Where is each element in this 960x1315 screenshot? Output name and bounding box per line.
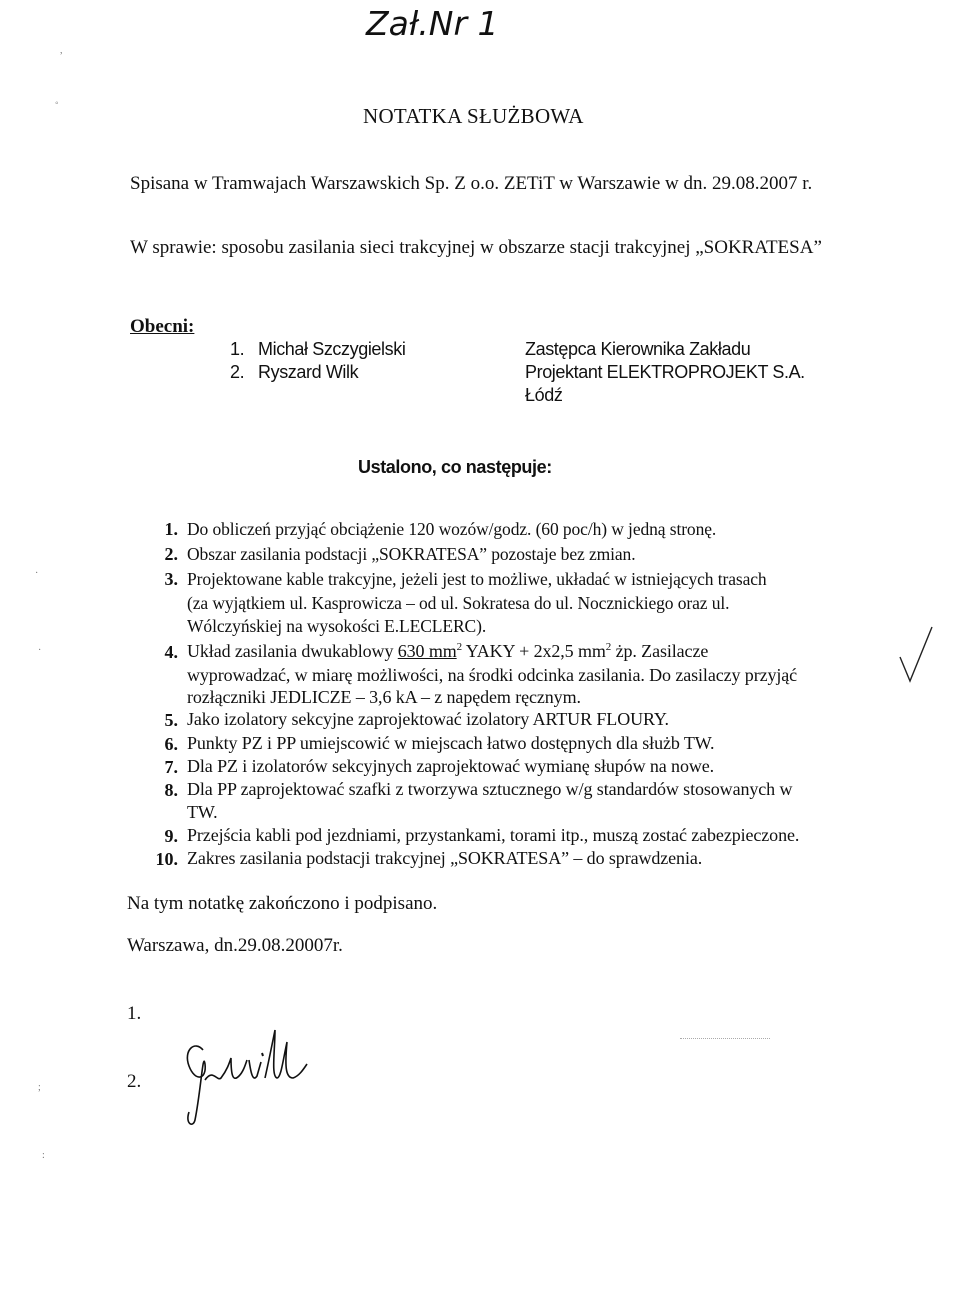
present-person-number: 1.	[230, 339, 245, 359]
list-item-number: 6.	[164, 734, 178, 754]
list-item-number: 1.	[164, 519, 178, 539]
present-person-name: Michał Szczygielski	[258, 339, 406, 359]
list-item-text: Punkty PZ i PP umiejscowić w miejscach łatwo dostępnych dla służb TW.	[187, 733, 715, 753]
closing-statement: Na tym notatkę zakończono i podpisano.	[127, 893, 438, 914]
handwritten-signature	[165, 1020, 315, 1130]
list-item-text: TW.	[187, 802, 218, 822]
scan-mark: ◦	[55, 98, 59, 109]
list-item-number: 10.	[155, 849, 178, 869]
list-item-text: Jako izolatory sekcyjne zaprojektować izolatory ARTUR FLOURY.	[187, 709, 669, 729]
list-item-text: Do obliczeń przyjąć obciążenie 120 wozów/godz. (60 poc/h) w jedną stronę.	[187, 519, 717, 539]
present-person-name: Ryszard Wilk	[258, 362, 359, 382]
scan-mark: ;	[38, 1082, 41, 1093]
scan-mark: :	[42, 1150, 45, 1161]
scan-mark: ,	[60, 45, 63, 56]
signature-line	[680, 1038, 770, 1039]
present-person-role: Zastępca Kierownika Zakładu	[525, 339, 751, 359]
handwritten-attachment-number: Zał.Nr 1	[366, 4, 499, 43]
list-item-number: 9.	[164, 826, 178, 846]
subject-line: W sprawie: sposobu zasilania sieci trakcyjnej w obszarze stacji trakcyjnej „SOKRATESA”	[130, 237, 822, 258]
list-item-text: Przejścia kabli pod jezdniami, przystankami, torami itp., muszą zostać zabezpieczone.	[187, 825, 800, 845]
list-item-number: 7.	[164, 757, 178, 777]
list-item-text: Wólczyńskiej na wysokości E.LECLERC).	[187, 616, 487, 636]
signature-number: 2.	[127, 1071, 142, 1092]
written-at-line: Spisana w Tramwajach Warszawskich Sp. Z o.o. ZETiT w Warszawie w dn. 29.08.2007 r.	[130, 173, 813, 194]
list-item-text: Zakres zasilania podstacji trakcyjnej „SOKRATESA” – do sprawdzenia.	[187, 848, 703, 868]
checkmark-icon	[896, 625, 936, 685]
list-item-number: 4.	[164, 642, 178, 662]
place-and-date: Warszawa, dn.29.08.20007r.	[127, 935, 343, 956]
list-item-text: (za wyjątkiem ul. Kasprowicza – od ul. Sokratesa do ul. Nocznickiego oraz ul.	[187, 593, 730, 613]
present-person-role-city: Łódź	[525, 385, 563, 405]
present-person-role: Projektant ELEKTROPROJEKT S.A.	[525, 362, 805, 382]
list-item-text: wyprowadzać, w miarę możliwości, na środki odcinka zasilania. Do zasilaczy przyjąć	[187, 665, 798, 685]
present-label: Obecni:	[130, 316, 195, 337]
scan-mark: ·	[35, 568, 39, 579]
list-item-text: Układ zasilania dwukablowy 630 $mm^2$ YAKY + 2x2,5 $mm^2$ żp. Zasilacze	[187, 641, 709, 661]
list-item-text: rozłączniki JEDLICZE – 3,6 kA – z napędem ręcznym.	[187, 687, 581, 707]
present-person-number: 2.	[230, 362, 245, 382]
list-item-text: Obszar zasilania podstacji „SOKRATESA” pozostaje bez zmian.	[187, 544, 636, 564]
scan-mark: ·	[38, 645, 42, 656]
list-item-number: 5.	[164, 710, 178, 730]
agreed-heading: Ustalono, co następuje:	[358, 457, 552, 477]
list-item-text: Dla PZ i izolatorów sekcyjnych zaprojektować wymianę słupów na nowe.	[187, 756, 715, 776]
document-title: NOTATKA SŁUŻBOWA	[363, 104, 584, 128]
list-item-number: 2.	[164, 544, 178, 564]
list-item-text: Dla PP zaprojektować szafki z tworzywa sztucznego w/g standardów stosowanych w	[187, 779, 793, 799]
list-item-number: 3.	[164, 569, 178, 589]
signature-number: 1.	[127, 1003, 142, 1024]
list-item-number: 8.	[164, 780, 178, 800]
list-item-text: Projektowane kable trakcyjne, jeżeli jest to możliwe, układać w istniejących trasach	[187, 569, 767, 589]
